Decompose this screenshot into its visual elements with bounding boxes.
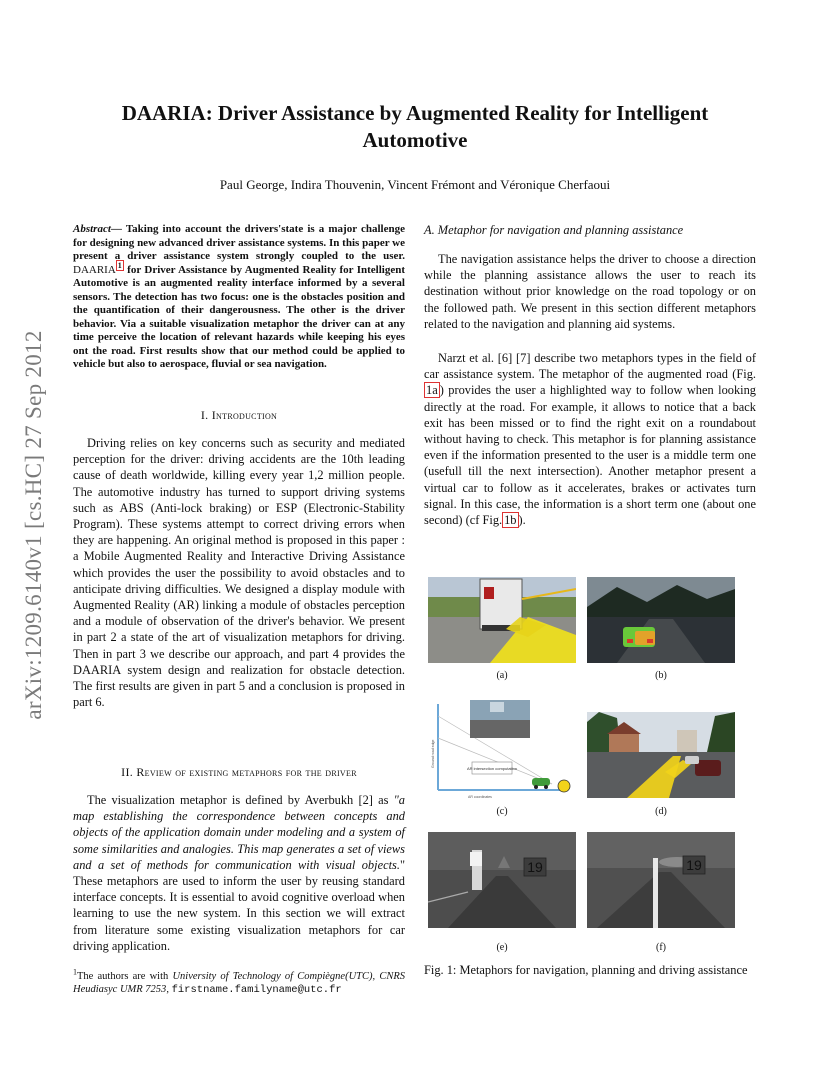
figure-1c-image <box>428 698 576 802</box>
figure-1e-image <box>428 832 576 928</box>
section-heading-review: II. Review of existing metaphors for the driver <box>121 765 357 779</box>
review-text-2: " These metaphors are used to inform the user by reusing standard interface concepts. It is essential to avoid cognitive overload when learning to use the new system. In this section we will extract from literature some existing visualization metaphors for car driving application. <box>73 857 405 953</box>
figure-1f-label: (f) <box>656 942 666 953</box>
speed-sign-f: 19 <box>686 857 702 873</box>
abstract-text-1: Taking into account the drivers'state is a major challenge for designing new advanced driver assistance systems. In this paper we present a driver assistance system strongly coupled to the user. <box>73 223 405 262</box>
figure-1a-image <box>428 577 576 663</box>
figure-1f-image <box>587 832 735 928</box>
arxiv-sidebar <box>20 290 48 760</box>
intro-text-2: system design and realization for obstacle detection. The first results are given in part 5 and a conclusion is proposed in part 6. <box>73 662 405 710</box>
footnote-text-1: The authors are with <box>77 971 173 982</box>
nav-paragraph-2 <box>424 350 756 528</box>
author-list: Paul George, Indira Thouvenin, Vincent Frémont and Véronique Cherfaoui <box>219 177 611 192</box>
fig-1b-link[interactable]: 1b <box>504 513 517 528</box>
nav-text-1: Narzt et al. [6] [7] describe two metaphors types in the field of car assistance system. The metaphor of the augmented road (Fig. <box>424 351 756 382</box>
figure-1b-label: (b) <box>655 670 667 681</box>
figure-1e-label: (e) <box>496 942 508 953</box>
intro-paragraph <box>73 435 405 710</box>
speed-sign-e: 19 <box>527 859 543 875</box>
nav-paragraph-1: The navigation assistance helps the driver to choose a direction while the planning assistance allows the user to reach its destination without prior knowledge on the road topology or on the followed path. We present in this section different metaphors related to the navigation and planning aid systems. <box>424 252 756 331</box>
figure-1-caption: Fig. 1: Metaphors for navigation, planning and driving assistance <box>424 963 748 977</box>
nav-text-2: ) provides the user a highlighted way to follow when looking directly at the road. For example, it allows to notice that a back exit has been missed or to find the right exit on a roundabout without having to check. This metaphor is for planning assistance even if the information presented to the user is a middle term one (usefull till the next intersection). Another metaphor present a virtual car to follow as it accelerates, brakes or activates turn signal. In this case, the information is a short term one (about one second) (cf Fig. <box>424 383 756 528</box>
figure-1d-image <box>587 712 735 798</box>
abstract-lead: Abstract <box>73 223 111 235</box>
fig-1a-link[interactable]: 1a <box>426 383 438 398</box>
footnote-text-2: , <box>166 984 172 995</box>
abstract <box>73 223 405 372</box>
footnote <box>73 967 405 997</box>
intro-text-1: Driving relies on key concerns such as security and mediated perception for the driver: driving accidents are the 10th leading cause of death worldwide, killing every year 1,2 million people. The automotive industry has turned to support driving systems such as ABS (Anti-lock braking) or ESP (Electronic-Stability Program). These systems attempt to correct driving errors when they are happening. An original method is proposed in this paper : a Mobile Augmented Reality and Interactive Driving Assistance which provides the user the possibility to avoid obstacles and to anticipate driving difficulties. We designed a display module with Augmented Reality (AR) linking a module of obstacles perception and a module of observation of the driver's behavior. We present in part 2 a state of the art of visualization metaphors for driving. Then in part 3 we describe our approach, and part 4 provides the <box>73 436 405 661</box>
footnote-link[interactable]: 1 <box>117 260 122 270</box>
abstract-daaria: DAARIA <box>73 263 116 276</box>
abstract-text-2: for Driver Assistance by Augmented Reality for Intelligent Automotive is an augmented reality interface informed by a several sensors. The detection has two focus: one is the obstacles position and the quantification of their dangerousness. The other is the driver behavior. Via a suitable visualization metaphor the driver can at any time perceive the location of relevant hazards while keeping his eyes ont the road. First results show that our method could be applied to vehicle but also to aerospace, fluvial or sea navigation. <box>73 263 405 370</box>
review-text-1: The visualization metaphor is defined by Averbukh [2] as <box>87 793 394 807</box>
figure-1a-label: (a) <box>496 670 508 681</box>
yellow-path-photo <box>587 712 735 798</box>
virtual-car-photo <box>587 577 735 663</box>
review-quote: "a map establishing the correspondence between concepts and objects of the application domain under modeling and a system of some similarities and analogies. This map generates a set of views and a set of methods for communication with visual objects. <box>73 793 405 872</box>
ar-diagram <box>428 698 576 802</box>
paper-title: DAARIA: Driver Assistance by Augmented Reality for Intelligent Automotive <box>121 101 709 152</box>
footnote-affiliation: University of Technology of Compiègne(UTC), CNRS Heudiasyc UMR 7253 <box>73 971 405 995</box>
arxiv-identifier: arXiv:1209.6140v1 [cs.HC] 27 Sep 2012 <box>21 330 46 720</box>
nav-text-3: ). <box>518 513 526 528</box>
night-vision-photo-e <box>428 832 576 928</box>
night-vision-photo-f <box>587 832 735 928</box>
diagram-y-axis-label: Ground road edge <box>431 739 435 768</box>
footnote-mark: 1 <box>73 967 77 977</box>
diagram-box-label: AR intersection computation <box>466 766 518 771</box>
abstract-dash: — <box>110 223 122 235</box>
intro-daaria: DAARIA <box>73 662 122 677</box>
figure-1b-image <box>587 577 735 663</box>
diagram-x-axis-label: AR coordinates <box>468 795 492 799</box>
figure-1c-label: (c) <box>496 806 508 817</box>
augmented-road-photo <box>428 577 576 663</box>
footnote-email[interactable]: firstname.familyname@utc.fr <box>171 984 342 996</box>
review-paragraph <box>73 792 405 954</box>
subsection-heading-navigation: A. Metaphor for navigation and planning assistance <box>424 223 684 237</box>
figure-1d-label: (d) <box>655 806 667 817</box>
section-heading-introduction: I. Introduction <box>200 408 278 422</box>
